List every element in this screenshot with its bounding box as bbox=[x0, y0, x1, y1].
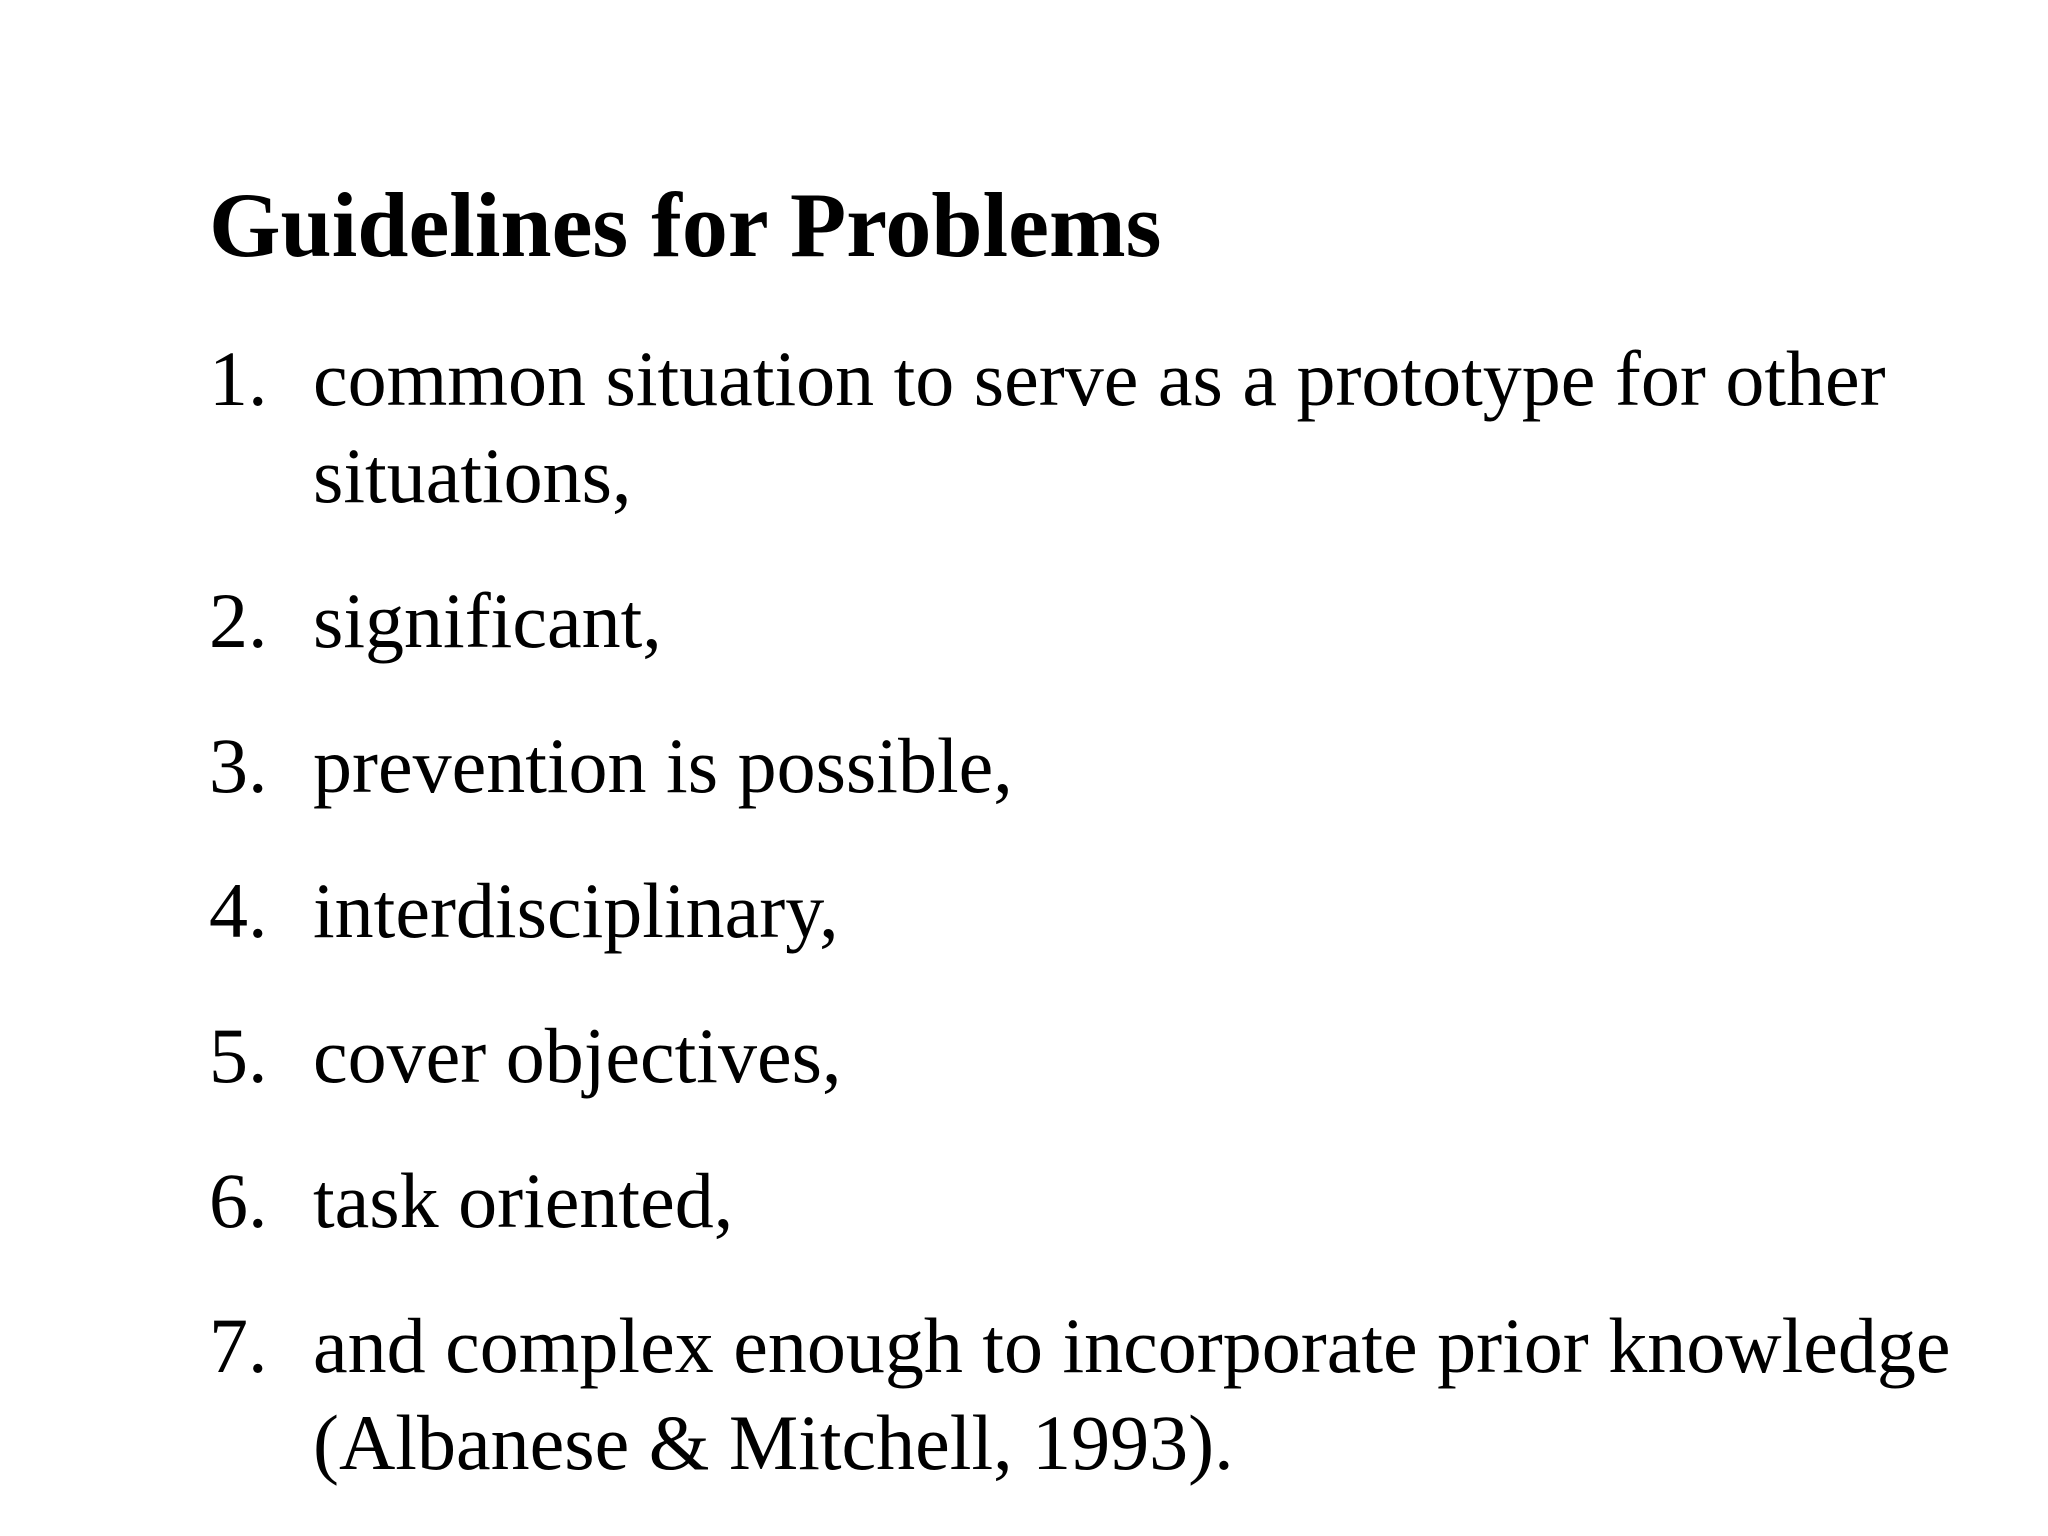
list-item-text bbox=[313, 1152, 2029, 1249]
list-item-number: 1. bbox=[209, 335, 268, 422]
list-item-number: 4. bbox=[209, 867, 268, 954]
list-item-text bbox=[313, 330, 2029, 524]
list-item-number: 6. bbox=[209, 1157, 268, 1244]
guidelines-list bbox=[209, 330, 2029, 1536]
list-item-text bbox=[313, 1297, 2029, 1491]
list-item bbox=[209, 330, 2029, 524]
list-item bbox=[209, 1152, 2029, 1249]
list-item-number: 2. bbox=[209, 577, 268, 664]
slide-title: Guidelines for Problems bbox=[209, 174, 1162, 276]
list-item bbox=[209, 862, 2029, 959]
list-item-line: prevention is possible, bbox=[313, 722, 1013, 809]
list-item-line: significant, bbox=[313, 577, 662, 664]
list-item-text bbox=[313, 1007, 2029, 1104]
list-item-line: common situation to serve as a prototype for other bbox=[313, 335, 1886, 422]
list-item-line: cover objectives, bbox=[313, 1012, 842, 1099]
list-item-number: 3. bbox=[209, 722, 268, 809]
list-item-text bbox=[313, 572, 2029, 669]
list-item bbox=[209, 572, 2029, 669]
list-item-line: (Albanese & Mitchell, 1993). bbox=[313, 1399, 1234, 1486]
list-item bbox=[209, 717, 2029, 814]
list-item-line: and complex enough to incorporate prior knowledge bbox=[313, 1302, 1951, 1389]
list-item bbox=[209, 1007, 2029, 1104]
list-item-text bbox=[313, 717, 2029, 814]
list-item-number: 7. bbox=[209, 1302, 268, 1389]
list-item bbox=[209, 1297, 2029, 1491]
list-item-line: interdisciplinary, bbox=[313, 867, 839, 954]
list-item-line: situations, bbox=[313, 432, 632, 519]
list-item-line: task oriented, bbox=[313, 1157, 734, 1244]
list-item-text bbox=[313, 862, 2029, 959]
list-item-number: 5. bbox=[209, 1012, 268, 1099]
